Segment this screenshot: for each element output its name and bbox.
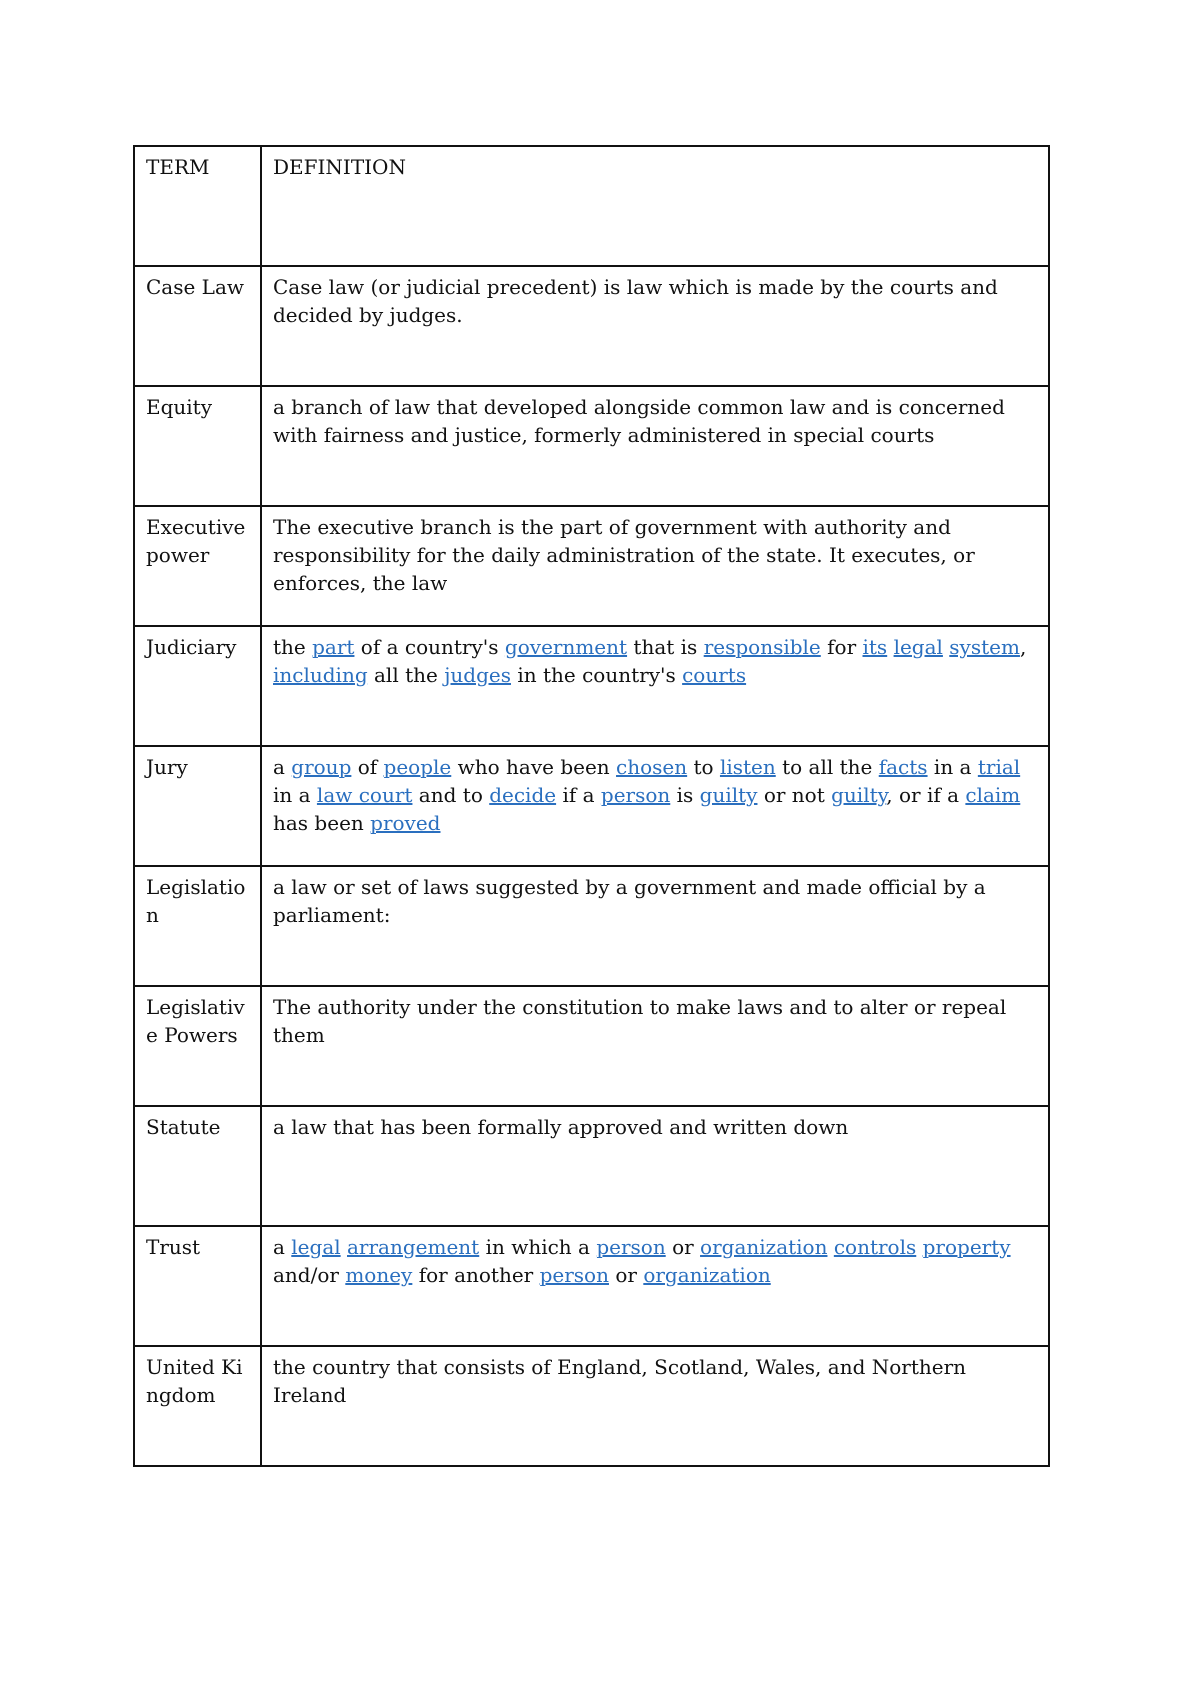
definition-text: or [665,1235,701,1259]
definition-text: of a country's [354,635,505,659]
definition-text: that is [627,635,704,659]
definition-text: or not [757,783,832,807]
definition-link[interactable]: person [539,1263,609,1287]
definition-text: has been [273,811,371,835]
term-cell: Equity [134,386,261,506]
definition-link[interactable]: government [504,635,628,659]
definition-link[interactable]: trial [977,755,1021,779]
term-cell: Trust [134,1226,261,1346]
table-row [134,266,1049,386]
glossary-table [133,145,1050,1467]
term-cell: Statute [134,1106,261,1226]
definition-link[interactable]: organization [700,1235,828,1259]
glossary-table-body [134,146,1049,1466]
definition-cell [261,1346,1049,1466]
definition-cell [261,626,1049,746]
definition-cell [261,1226,1049,1346]
header-term-cell: TERM [134,146,261,266]
term-cell: Legislative Powers [134,986,261,1106]
table-row [134,866,1049,986]
definition-link[interactable]: people [383,755,452,779]
definition-text: in a [927,755,978,779]
table-row [134,1226,1049,1346]
definition-link[interactable]: facts [878,755,928,779]
definition-text: the [273,635,313,659]
definition-text: a law or set of laws suggested by a government and made official by a parliament: [273,875,986,927]
table-row [134,1346,1049,1466]
definition-text: who have been [451,755,617,779]
definition-text: for [820,635,863,659]
table-row [134,746,1049,866]
definition-text: , [1019,635,1027,659]
definition-link[interactable]: person [596,1235,666,1259]
definition-link[interactable]: claim [965,783,1021,807]
term-cell: United Kingdom [134,1346,261,1466]
definition-text: to [687,755,720,779]
definition-link[interactable]: arrangement [347,1235,480,1259]
definition-link[interactable]: legal [291,1235,341,1259]
definition-text: The authority under the constitution to make laws and to alter or repeal them [273,995,1007,1047]
table-row [134,626,1049,746]
definition-link[interactable]: its [862,635,888,659]
definition-link[interactable]: guilty [831,783,887,807]
definition-text: a [273,755,292,779]
header-definition-cell: DEFINITION [261,146,1049,266]
definition-text: in the country's [510,663,683,687]
definition-link[interactable]: property [922,1235,1011,1259]
definition-text: , or if a [886,783,966,807]
term-cell: Legislation [134,866,261,986]
table-row [134,506,1049,626]
definition-text: Case law (or judicial precedent) is law which is made by the courts and decided by judges. [273,275,998,327]
table-row [134,1106,1049,1226]
definition-link[interactable]: judges [444,663,511,687]
definition-text: the country that consists of England, Scotland, Wales, and Northern Ireland [273,1355,967,1407]
definition-cell [261,1106,1049,1226]
definition-link[interactable]: law court [316,783,413,807]
definition-link[interactable]: group [291,755,352,779]
definition-link[interactable]: courts [682,663,747,687]
definition-link[interactable]: organization [643,1263,771,1287]
definition-link[interactable]: money [345,1263,413,1287]
definition-text: to all the [775,755,879,779]
definition-text: a [273,1235,292,1259]
definition-text: a branch of law that developed alongside common law and is concerned with fairness and justice, formerly administered in special courts [273,395,1005,447]
table-row [134,386,1049,506]
term-cell: Executive power [134,506,261,626]
definition-text: in a [273,783,317,807]
definition-link[interactable]: decide [489,783,557,807]
definition-cell [261,506,1049,626]
definition-text: if a [556,783,601,807]
definition-link[interactable]: legal [893,635,943,659]
term-cell: Case Law [134,266,261,386]
definition-cell [261,266,1049,386]
definition-text: a law that has been formally approved and written down [273,1115,849,1139]
definition-cell [261,986,1049,1106]
definition-text: in which a [479,1235,597,1259]
definition-text: and to [412,783,490,807]
definition-link[interactable]: chosen [616,755,688,779]
definition-text: for another [412,1263,540,1287]
table-header-row [134,146,1049,266]
definition-cell [261,386,1049,506]
definition-link[interactable]: listen [719,755,776,779]
term-cell: Jury [134,746,261,866]
definition-cell [261,866,1049,986]
definition-link[interactable]: proved [370,811,441,835]
definition-link[interactable]: system [949,635,1020,659]
definition-text: and/or [273,1263,346,1287]
definition-cell [261,746,1049,866]
definition-link[interactable]: person [600,783,671,807]
definition-text: or [608,1263,644,1287]
definition-text: all the [367,663,445,687]
definition-link[interactable]: including [273,663,368,687]
definition-link[interactable]: responsible [703,635,821,659]
definition-text: The executive branch is the part of government with authority and responsibility for the daily administration of the state. It executes, or enforces, the law [273,515,975,595]
definition-link[interactable]: guilty [699,783,758,807]
definition-text: of [351,755,384,779]
definition-text: is [670,783,700,807]
definition-link[interactable]: part [312,635,355,659]
table-row [134,986,1049,1106]
definition-link[interactable]: controls [833,1235,917,1259]
term-cell: Judiciary [134,626,261,746]
